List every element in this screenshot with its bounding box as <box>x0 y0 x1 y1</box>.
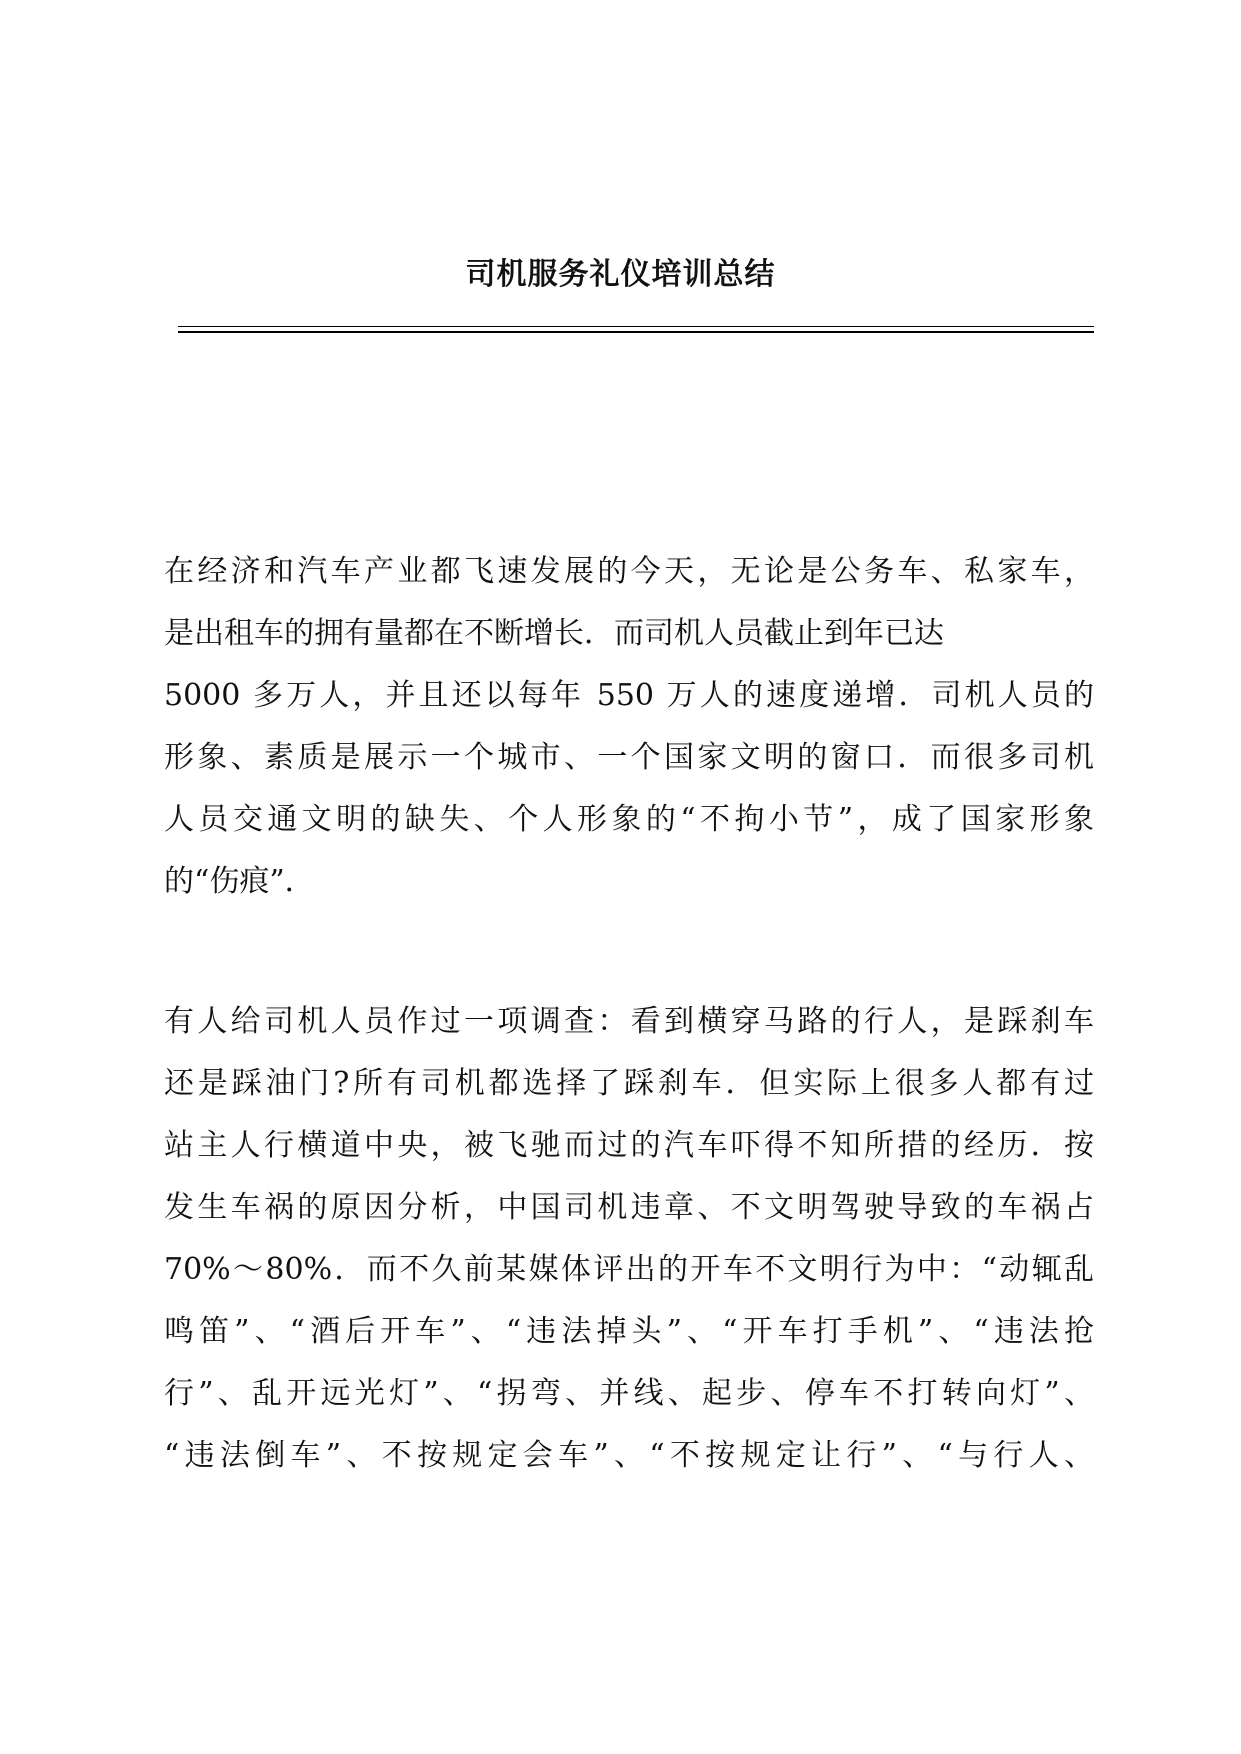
paragraph-line: 站主人行横道中央，被飞驰而过的汽车吓得不知所措的经历．按 <box>164 1128 1094 1163</box>
paragraph-line: 形象、素质是展示一个城市、一个国家文明的窗口．而很多司机 <box>164 740 1094 775</box>
paragraph-line: 5000 多万人，并且还以每年 550 万人的速度递增．司机人员的 <box>164 678 1094 713</box>
paragraph-line: 的“伤痕”． <box>164 864 315 899</box>
title-divider-thin <box>178 326 1094 327</box>
paragraph-line: 人员交通文明的缺失、个人形象的“不拘小节”，成了国家形象 <box>164 802 1094 837</box>
title-divider-thick <box>178 331 1094 333</box>
paragraph-line: 在经济和汽车产业都飞速发展的今天，无论是公务车、私家车， <box>164 554 1094 589</box>
document-title: 司机服务礼仪培训总结 <box>465 257 776 292</box>
paragraph-line: 还是踩油门?所有司机都选择了踩刹车．但实际上很多人都有过 <box>164 1066 1094 1101</box>
paragraph-line: 行”、乱开远光灯”、“拐弯、并线、起步、停车不打转向灯”、 <box>164 1376 1094 1411</box>
paragraph-line: 鸣笛”、“酒后开车”、“违法掉头”、“开车打手机”、“违法抢 <box>164 1314 1094 1349</box>
paragraph-line: 有人给司机人员作过一项调查：看到横穿马路的行人，是踩刹车 <box>164 1004 1094 1039</box>
paragraph-line: 70%～80%．而不久前某媒体评出的开车不文明行为中：“动辄乱 <box>164 1252 1094 1287</box>
paragraph-2 <box>164 991 1094 1487</box>
paragraph-line: 是出租车的拥有量都在不断增长．而司机人员截止到年已达 <box>164 616 944 651</box>
paragraph-line: “违法倒车”、不按规定会车”、“不按规定让行”、“与行人、 <box>164 1438 1094 1473</box>
paragraph-line: 发生车祸的原因分析，中国司机违章、不文明驾驶导致的车祸占 <box>164 1190 1094 1225</box>
paragraph-1 <box>164 541 1094 913</box>
